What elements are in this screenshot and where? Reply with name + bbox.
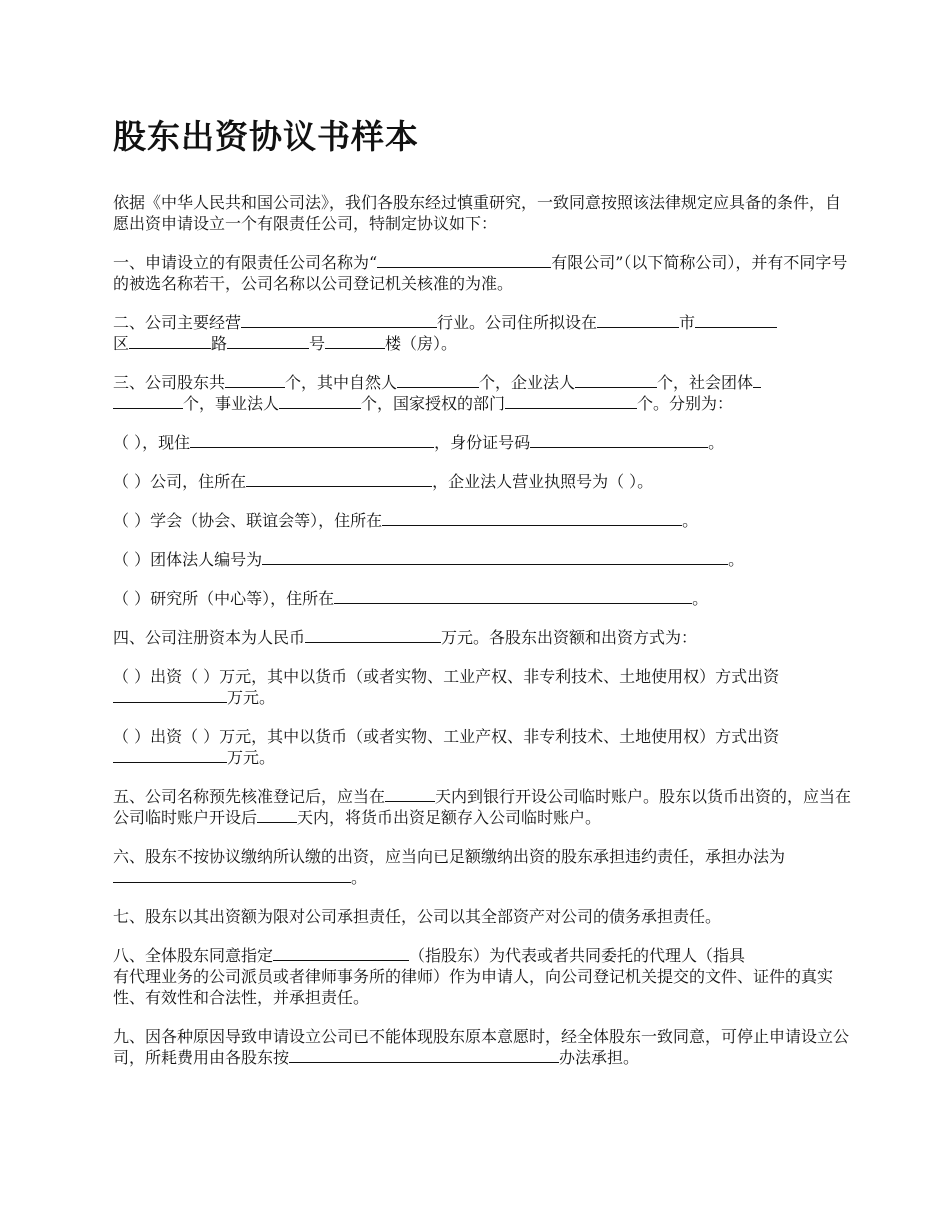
social-group-blank: [113, 393, 183, 409]
clause-8-text: 八、全体股东同意指定: [113, 946, 274, 965]
clause-5-text-2: 天内到银行开设公司临时账户。股东以货币出资的，应当在公司临时账户开设后: [113, 787, 852, 827]
clause-8-text-2: （指股东）为代表或者共同委托的代理人（指具: [409, 946, 746, 965]
clause-4-text: 四、公司注册资本为人民币: [113, 628, 306, 647]
clause-3-text-6: 个，国家授权的部门: [361, 394, 506, 413]
inv1-end: 万元。: [227, 688, 276, 707]
clause-4-text-2: 万元。各股东出资额和出资方式为：: [441, 628, 698, 647]
clause-5: [113, 786, 853, 828]
clause-3-text-5: 个，事业法人: [183, 394, 280, 413]
group-number-blank: [262, 549, 728, 565]
sh3-text: （ ）学会（协会、联谊会等），住所在: [113, 511, 383, 530]
clause-5-text-3: 天内，将货币出资足额存入公司临时账户。: [297, 808, 602, 827]
clause-3-text-2: 个，其中自然人: [285, 373, 398, 392]
social-group-blank-a: [753, 372, 761, 388]
enterprise-legal-blank: [575, 372, 657, 388]
days-blank-2: [257, 807, 297, 823]
clause-2-number-label: 号: [309, 334, 326, 353]
number-blank: [325, 333, 385, 349]
institution-blank: [279, 393, 361, 409]
clause-8-text-3: 有代理业务的公司派员或者律师事务所的律师）作为申请人，向公司登记机关提交的文件、证件的真实性、有效性和合法性，并承担责任。: [113, 967, 834, 1007]
clause-1: [113, 252, 853, 294]
clause-2-city-label: 市: [679, 313, 696, 332]
sh1-text: （ ），现住: [113, 433, 191, 452]
clause-3-text-4: 个，社会团体: [657, 373, 754, 392]
sh3-end: 。: [682, 511, 699, 530]
inv2-text: （ ）出资（ ）万元，其中以货币（或者实物、工业产权、非专利技术、土地使用权）方式出资: [113, 727, 780, 746]
shareholder-count-blank: [225, 372, 285, 388]
clause-6-end: 。: [351, 868, 368, 887]
natural-person-blank: [397, 372, 479, 388]
clause-2-building-label: 楼（房）。: [385, 334, 458, 353]
sh2-text-2: ，企业法人营业执照号为（ ）。: [432, 472, 654, 491]
clause-9-end: 办法承担。: [559, 1048, 640, 1067]
sh4-end: 。: [728, 550, 745, 569]
liability-method-blank: [113, 867, 351, 883]
shareholder-group: [113, 549, 853, 570]
days-blank-1: [385, 786, 435, 802]
clause-6-text: 六、股东不按协议缴纳所认缴的出资，应当向已足额缴纳出资的股东承担违约责任，承担办法为: [113, 847, 786, 866]
agent-blank: [273, 945, 409, 961]
clause-3: [113, 372, 853, 414]
clause-2-road-label: 路: [211, 334, 228, 353]
investment-amount-blank-2: [113, 747, 227, 763]
state-dept-blank: [505, 393, 637, 409]
sh2-text: （ ）公司，住所在: [113, 472, 247, 491]
registered-capital-blank: [305, 627, 441, 643]
clause-9: [113, 1026, 853, 1068]
inv1-text: （ ）出资（ ）万元，其中以货币（或者实物、工业产权、非专利技术、土地使用权）方式出资: [113, 667, 780, 686]
investment-amount-blank-1: [113, 687, 227, 703]
shareholder-institute: [113, 588, 853, 609]
clause-3-text: 三、公司股东共: [113, 373, 226, 392]
district-blank-pre: [695, 312, 777, 328]
clause-1-text: 一、申请设立的有限责任公司名称为“: [113, 253, 378, 272]
intro-paragraph: 依据《中华人民共和国公司法》，我们各股东经过慎重研究，一致同意按照该法律规定应具备的条件，自愿出资申请设立一个有限责任公司，特制定协议如下：: [113, 193, 842, 233]
sh1-end: 。: [708, 433, 725, 452]
clause-2: [113, 312, 853, 354]
sh1-text-2: ，身份证号码: [434, 433, 531, 452]
residence-blank: [190, 432, 434, 448]
clause-2-text: 二、公司主要经营: [113, 313, 242, 332]
clause-8: [113, 945, 853, 1008]
business-blank: [241, 312, 437, 328]
clause-5-text: 五、公司名称预先核准登记后，应当在: [113, 787, 386, 806]
association-address-blank: [382, 510, 682, 526]
shareholder-company: [113, 471, 853, 492]
sh5-text: （ ）研究所（中心等），住所在: [113, 589, 335, 608]
clause-4: [113, 627, 853, 648]
institute-address-blank: [334, 588, 692, 604]
clause-9-text: 九、因各种原因导致申请设立公司已不能体现股东原本意愿时，经全体股东一致同意，可停止申请设立公司，所耗费用由各股东按: [113, 1027, 850, 1067]
id-number-blank: [530, 432, 708, 448]
investment-item-2: [113, 726, 853, 768]
clause-7: 七、股东以其出资额为限对公司承担责任，公司以其全部资产对公司的债务承担责任。: [113, 907, 722, 926]
clause-1-text-2: 有限公司”（以下简称公司），并有不同字号的被选名称若干，公司名称以公司登记机关核准的为准。: [113, 253, 848, 293]
shareholder-association: [113, 510, 853, 531]
clause-6: [113, 846, 853, 888]
clause-2-district-label: 区: [113, 334, 130, 353]
shareholder-natural-person: [113, 432, 853, 453]
clause-3-text-3: 个，企业法人: [479, 373, 576, 392]
clause-2-text-2: 行业。公司住所拟设在: [437, 313, 598, 332]
clause-3-text-7: 个。分别为：: [637, 394, 734, 413]
district-blank: [129, 333, 211, 349]
company-name-blank: [377, 252, 551, 268]
document-title: 股东出资协议书样本: [113, 117, 419, 156]
inv2-end: 万元。: [227, 748, 276, 767]
document-page: [113, 112, 853, 1086]
road-blank: [227, 333, 309, 349]
city-blank: [597, 312, 679, 328]
company-address-blank: [246, 471, 432, 487]
investment-item-1: [113, 666, 853, 708]
sh4-text: （ ）团体法人编号为: [113, 550, 263, 569]
sh5-end: 。: [692, 589, 709, 608]
cost-method-blank: [289, 1047, 559, 1063]
